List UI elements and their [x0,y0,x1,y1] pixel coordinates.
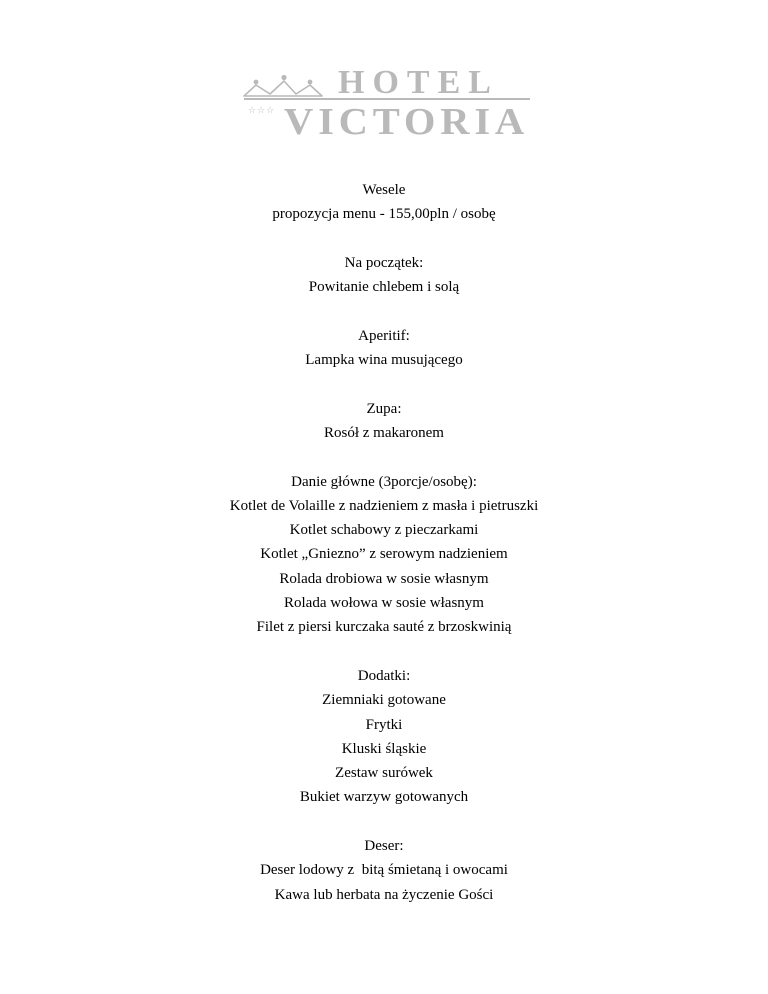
menu-item: Rolada wołowa w sosie własnym [284,595,484,612]
section-heading-sides: Dodatki: [357,667,411,684]
section-heading-start: Na początek: [344,254,424,271]
stars-icon: ☆☆☆ [248,106,276,116]
menu-item: Zestaw surówek [335,765,433,782]
hotel-victoria-logo [238,62,538,142]
menu-item: Kotlet schabowy z pieczarkami [289,522,479,539]
menu-item: Deser lodowy z bitą śmietaną i owocami [260,862,508,879]
menu-item: Kotlet „Gniezno” z serowym nadzieniem [260,546,508,563]
logo-word-hotel: HOTEL [338,64,499,101]
section-heading-dessert: Deser: [364,838,404,855]
menu-item: Rosół z makaronem [324,424,444,441]
menu-item: Kawa lub herbata na życzenie Gości [274,886,494,903]
section-heading-soup: Zupa: [366,400,402,417]
wedding-menu [0,178,768,907]
section-heading-main-course: Danie główne (3porcje/osobę): [291,473,477,490]
logo-word-victoria: VICTORIA [284,101,529,142]
menu-item: Powitanie chlebem i solą [308,279,460,296]
menu-item: Frytki [365,716,403,733]
menu-item: Kotlet de Volaille z nadzieniem z masła i pietruszki [229,497,539,514]
menu-title: Wesele [362,182,406,198]
section-heading-aperitif: Aperitif: [358,327,410,344]
menu-item: Lampka wina musującego [305,352,463,369]
crown-icon [244,75,322,96]
menu-price-subtitle: propozycja menu - 155,00pln / osobę [272,206,496,223]
menu-item: Ziemniaki gotowane [322,692,446,709]
menu-item: Bukiet warzyw gotowanych [299,789,469,806]
menu-item: Filet z piersi kurczaka sauté z brzoskwinią [256,619,512,636]
menu-item: Rolada drobiowa w sosie własnym [279,570,489,587]
menu-item: Kluski śląskie [341,740,427,757]
